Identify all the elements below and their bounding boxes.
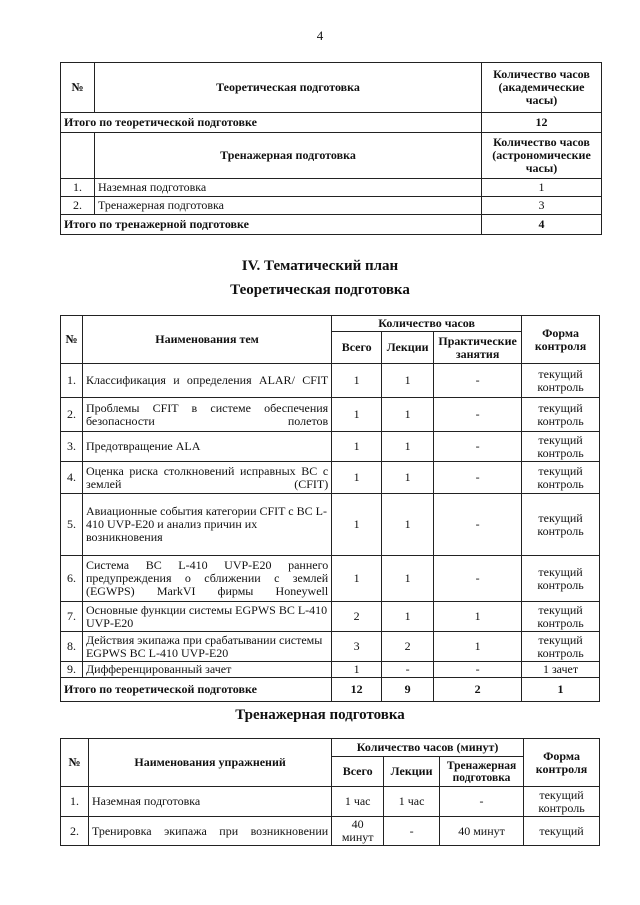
page-number: 4	[316, 28, 324, 43]
col-practice-header: Практические занятия	[434, 332, 522, 364]
col-exercises-header: Наименования упражнений	[88, 739, 331, 787]
sim-title: Тренажерная подготовка	[235, 707, 405, 723]
col-total-header: Всего	[332, 757, 384, 787]
col-sim-header: Тренажерная подготовка	[94, 133, 481, 179]
table-row: 6. Система ВС L-410 UVP-E20 раннего предупреждения о сближении с землей (EGWPS) MarkVI фирмы Honeywell 1 1 - текущий контроль	[61, 556, 600, 602]
simulator-plan-table	[60, 738, 600, 846]
table-row: 3. Предотвращение ALA 1 1 - текущий контроль	[61, 432, 600, 462]
sim-total-label: Итого по тренажерной подготовке	[61, 215, 482, 235]
section-title: IV. Тематический план	[241, 258, 399, 274]
table-row: 5. Авиационные события категории CFIT с ВС L-410 UVP-E20 и анализ причин их возникновения 1 1 - текущий контроль	[61, 494, 600, 556]
col-lectures-header: Лекции	[384, 757, 440, 787]
theory-plan-total-label: Итого по теоретической подготовке	[61, 678, 332, 702]
table-row: 1. Классификация и определения ALAR/ CFIT 1 1 - текущий контроль	[61, 364, 600, 398]
col-form-header: Форма контроля	[524, 739, 600, 787]
table-row: 1. Наземная подготовка 1	[61, 179, 602, 197]
col-no-header: №	[61, 739, 89, 787]
table-row: 4. Оценка риска столкновений исправных ВС с землей (CFIT) 1 1 - текущий контроль	[61, 462, 600, 494]
empty-cell	[61, 133, 95, 179]
table-row: 9. Дифференцированный зачет 1 - - 1 зачет	[61, 662, 600, 678]
col-lectures-header: Лекции	[382, 332, 434, 364]
table-row: 8. Действия экипажа при срабатывании системы EGPWS ВС L-410 UVP-E20 3 2 1 текущий контроль	[61, 632, 600, 662]
theory-plan-total-total: 12	[332, 678, 382, 702]
table-row: 7. Основные функции системы EGPWS ВС L-410 UVP-E20 2 1 1 текущий контроль	[61, 602, 600, 632]
col-hours-header: Количество часов (минут)	[332, 739, 524, 757]
col-hours-astro-header: Количество часов (астрономические часы)	[482, 133, 602, 179]
col-sim-header: Тренажерная подготовка	[440, 757, 524, 787]
col-hours-academic-header: Количество часов (академические часы)	[482, 63, 602, 113]
col-total-header: Всего	[332, 332, 382, 364]
table-row: 2. Проблемы CFIT в системе обеспечения безопасности полетов 1 1 - текущий контроль	[61, 398, 600, 432]
theory-plan-table	[60, 315, 600, 702]
table-row: 1. Наземная подготовка 1 час 1 час - текущий контроль	[61, 787, 600, 817]
theory-total-label: Итого по теоретической подготовке	[61, 113, 482, 133]
col-form-header: Форма контроля	[522, 316, 600, 364]
col-no-header: №	[61, 316, 83, 364]
col-no-header: №	[61, 63, 95, 113]
table-row: 2. Тренировка экипажа при возникновении 40 минут - 40 минут текущий	[61, 817, 600, 846]
theory-title: Теоретическая подготовка	[230, 282, 410, 298]
col-theory-header: Теоретическая подготовка	[94, 63, 481, 113]
sim-total-value: 4	[482, 215, 602, 235]
theory-total-value: 12	[482, 113, 602, 133]
col-topics-header: Наименования тем	[82, 316, 331, 364]
table-row: 2. Тренажерная подготовка 3	[61, 197, 602, 215]
theory-plan-total-lectures: 9	[382, 678, 434, 702]
theory-plan-total-form: 1	[522, 678, 600, 702]
summary-table	[60, 62, 602, 235]
theory-plan-total-practice: 2	[434, 678, 522, 702]
col-hours-header: Количество часов	[332, 316, 522, 332]
